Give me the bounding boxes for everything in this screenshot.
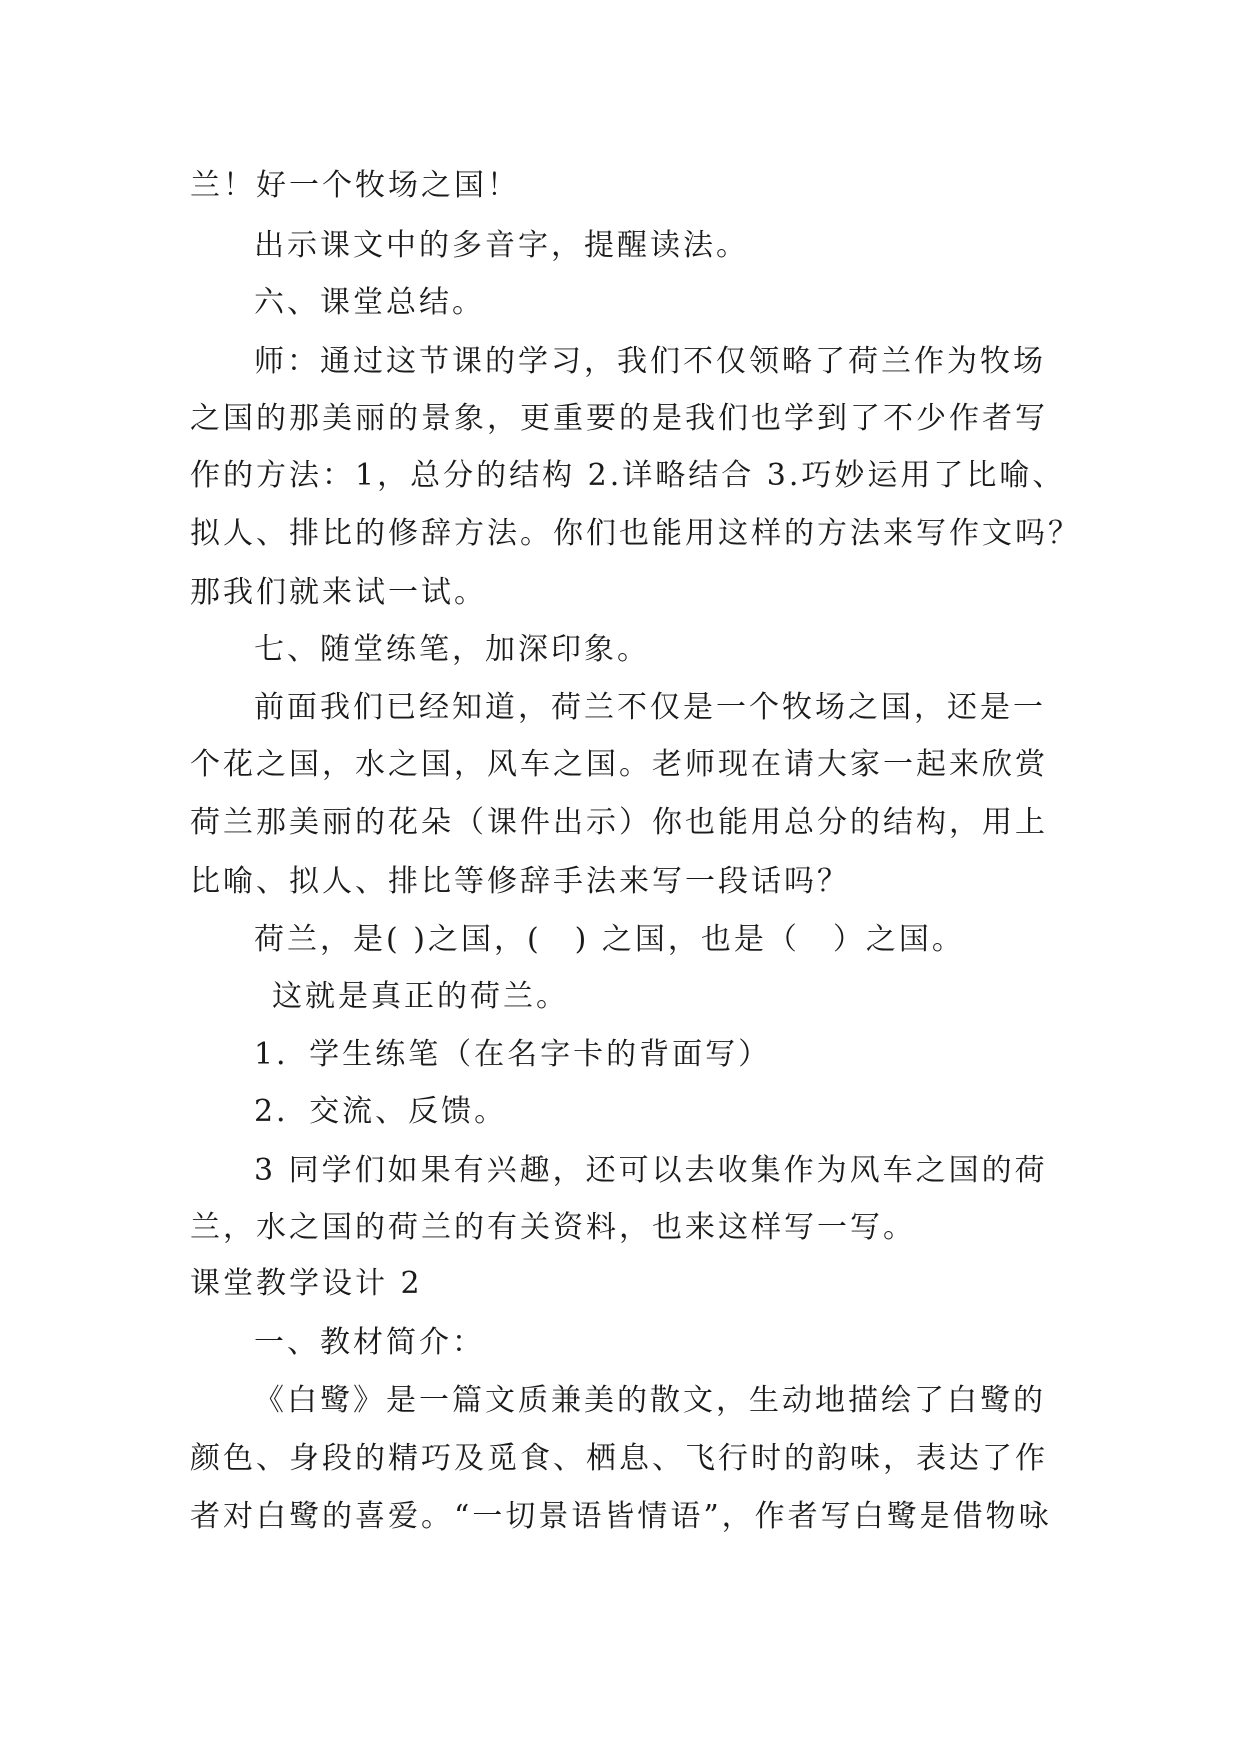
list-item: 1．学生练笔（在名字卡的背面写） [254,1037,772,1072]
section-heading: 六、课堂总结。 [254,285,485,320]
text-line: 那我们就来试一试。 [190,575,487,610]
fill-in-template: 荷兰，是( )之国，( ) 之国，也是（ ）之国。 [254,922,965,957]
section-heading: 一、教材简介： [254,1325,485,1360]
text-line: 作的方法：1，总分的结构 2.详略结合 3.巧妙运用了比喻、 [190,458,1066,493]
list-item: 3 同学们如果有兴趣，还可以去收集作为风车之国的荷 [254,1153,1048,1188]
text-line: 出示课文中的多音字，提醒读法。 [254,228,749,263]
list-item: 2．交流、反馈。 [254,1094,508,1129]
text-line: 师：通过这节课的学习，我们不仅领略了荷兰作为牧场 [254,344,1046,379]
text-line: 前面我们已经知道，荷兰不仅是一个牧场之国，还是一 [254,690,1046,725]
text-line: 者对白鹭的喜爱。“一切景语皆情语”，作者写白鹭是借物咏 [190,1499,1052,1534]
text-line: 个花之国，水之国，风车之国。老师现在请大家一起来欣赏 [190,747,1048,782]
text-line: 兰！好一个牧场之国！ [190,168,520,203]
text-line: 这就是真正的荷兰。 [272,979,569,1014]
text-line: 比喻、拟人、排比等修辞手法来写一段话吗？ [190,864,850,899]
text-line: 荷兰那美丽的花朵（课件出示）你也能用总分的结构，用上 [190,805,1048,840]
text-line: 兰，水之国的荷兰的有关资料，也来这样写一写。 [190,1210,916,1245]
text-line: 《白鹭》是一篇文质兼美的散文，生动地描绘了白鹭的 [254,1383,1046,1418]
text-line: 之国的那美丽的景象，更重要的是我们也学到了不少作者写 [190,401,1048,436]
text-line: 颜色、身段的精巧及觅食、栖息、飞行时的韵味，表达了作 [190,1441,1048,1476]
section-heading: 七、随堂练笔，加深印象。 [254,632,650,667]
text-line: 拟人、排比的修辞方法。你们也能用这样的方法来写作文吗？ [190,516,1081,551]
section-title: 课堂教学设计 2 [190,1266,423,1301]
